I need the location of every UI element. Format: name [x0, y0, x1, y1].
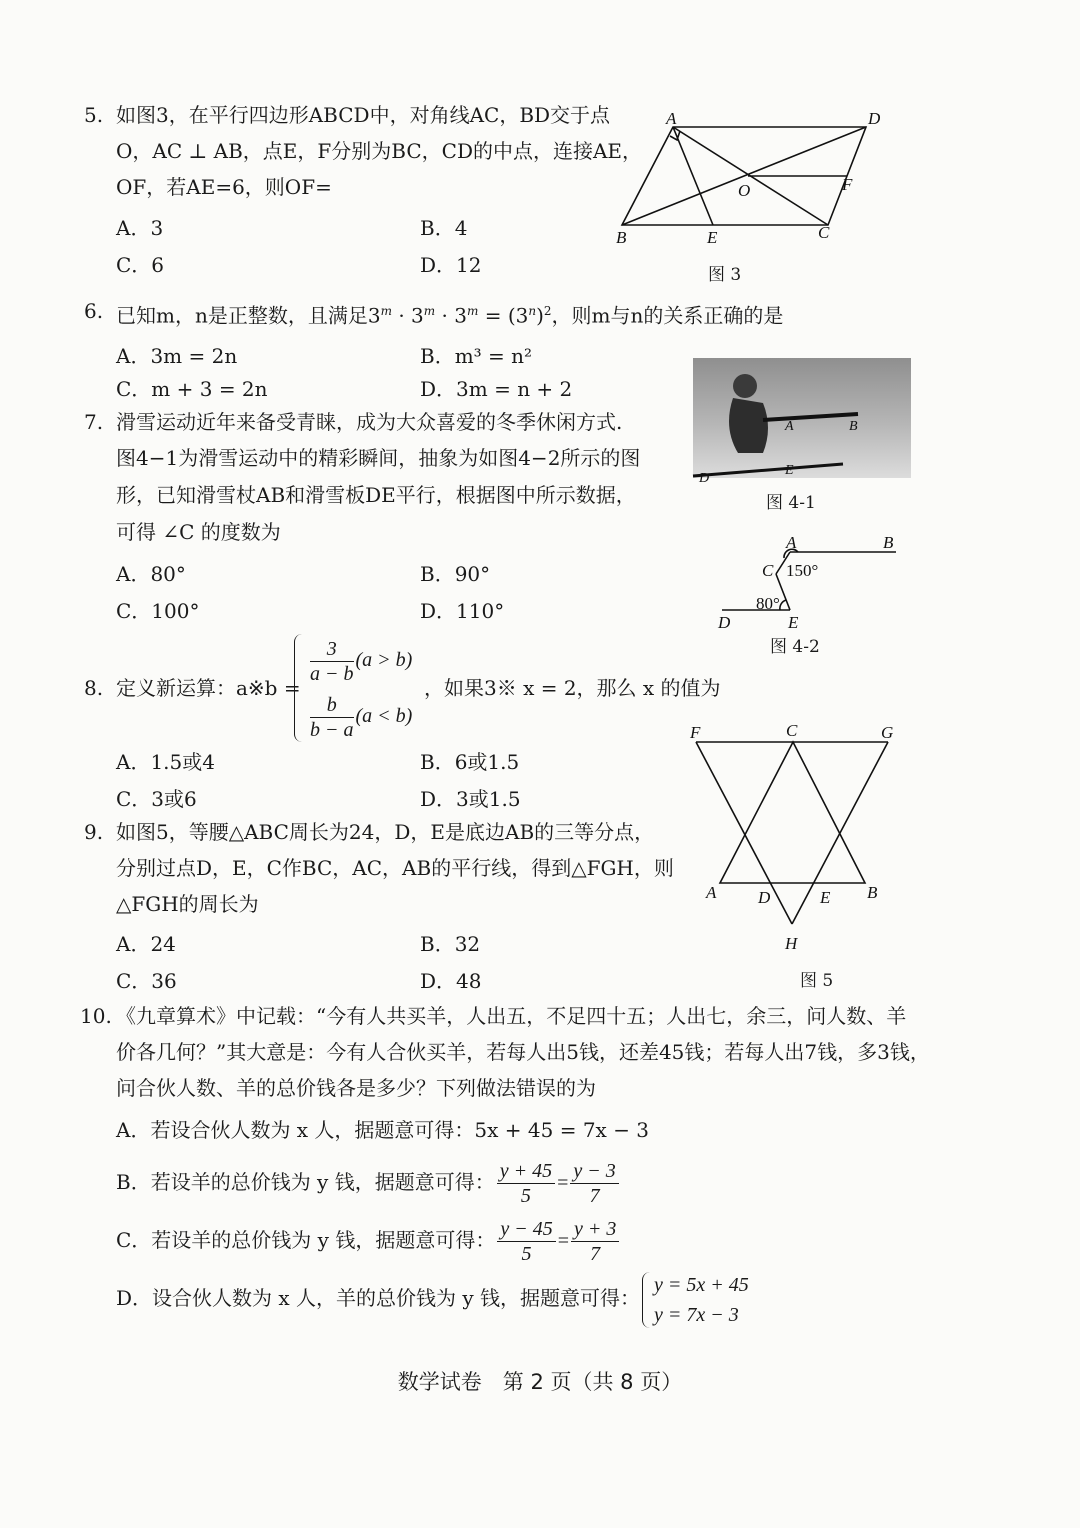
photo-label-a: A — [785, 419, 794, 434]
q8-option-b[interactable]: B．6或1.5 — [420, 750, 520, 774]
q6-option-d[interactable]: D．3m = n + 2 — [420, 377, 573, 401]
q5-line1: 如图3，在平行四边形ABCD中，对角线AC，BD交于点 — [116, 103, 611, 127]
q7-option-a[interactable]: A．80° — [116, 562, 186, 586]
q7-number: 7. — [84, 410, 104, 434]
q6-option-b[interactable]: B．m³ = n² — [420, 344, 533, 368]
figure-3-caption: 图 3 — [708, 265, 742, 285]
angle-label-150: 150° — [786, 561, 819, 580]
figure-5-star-diagram — [680, 716, 905, 961]
fig5-label-h: H — [785, 934, 798, 953]
q9-number: 9. — [84, 820, 104, 844]
fig42-label-d: D — [718, 613, 731, 632]
fig42-label-a: A — [786, 533, 797, 552]
q5-number: 5. — [84, 103, 104, 127]
q7-line1: 滑雪运动近年来备受青睐，成为大众喜爱的冬季休闲方式. — [116, 410, 623, 434]
angle-arc-80 — [780, 600, 786, 610]
label-c: C — [818, 223, 830, 242]
label-b: B — [616, 228, 627, 247]
q10-option-d[interactable]: D．设合伙人数为 x 人，羊的总价钱为 y 钱，据题意可得： y = 5x + 45 y = 7x − 3 — [116, 1268, 749, 1330]
q7-option-b[interactable]: B．90° — [420, 562, 491, 586]
skier-head — [733, 374, 757, 398]
label-e: E — [707, 228, 718, 247]
figure-4-2-caption: 图 4-2 — [770, 637, 820, 657]
q10-number: 10. — [80, 1004, 112, 1028]
q10-option-c[interactable]: C．若设羊的总价钱为 y 钱，据题意可得： $\frac{y - 45}{5}$ = $\frac{y + 3}{7}$ — [116, 1210, 621, 1271]
q6-option-c[interactable]: C．m + 3 = 2n — [116, 377, 268, 401]
fig5-label-e: E — [820, 888, 831, 907]
photo-label-e: E — [785, 463, 794, 478]
fig42-label-c: C — [762, 561, 774, 580]
q7-option-d[interactable]: D．110° — [420, 599, 505, 623]
q6-option-a[interactable]: A．3m = 2n — [116, 344, 238, 368]
q8-number: 8. — [84, 676, 104, 700]
figure-3-parallelogram — [600, 100, 900, 260]
q9-line2: 分别过点D，E，C作BC，AC，AB的平行线，得到△FGH，则 — [116, 856, 674, 880]
q8-tail: ，如果3※ x = 2，那么 x 的值为 — [424, 676, 721, 700]
q10-option-a[interactable]: A．若设合伙人数为 x 人，据题意可得：5x + 45 = 7x − 3 — [116, 1118, 650, 1142]
ski-pole — [763, 414, 858, 420]
label-d: D — [868, 109, 881, 128]
page-footer: 数学试卷 第 2 页（共 8 页） — [397, 1370, 683, 1394]
fig5-label-d: D — [758, 888, 771, 907]
triangle-abc — [720, 742, 865, 883]
q10-line3: 问合伙人数、羊的总价钱各是多少？下列做法错误的为 — [116, 1076, 596, 1100]
q7-line3: 形，已知滑雪杖AB和滑雪板DE平行，根据图中所示数据， — [116, 483, 636, 507]
q10-option-b[interactable]: B．若设羊的总价钱为 y 钱，据题意可得： $\frac{y + 45}{5}$ = $\frac{y - 3}{7}$ — [116, 1152, 621, 1213]
label-f: F — [842, 175, 853, 194]
q10-line1: 《九章算术》中记载：“今有人共买羊，人出五，不足四十五；人出七，余三，问人数、羊 — [116, 1004, 907, 1028]
q9-option-d[interactable]: D．48 — [420, 969, 482, 993]
q5-option-c[interactable]: C．6 — [116, 253, 165, 277]
angle-label-80: 80° — [756, 594, 780, 613]
q8-piecewise: $\frac{3}{a - b}$ (a > b) $\frac{b}{b - a}$ (a < b) — [292, 632, 412, 744]
q5-line2: O，AC ⊥ AB，点E，F分别为BC，CD的中点，连接AE， — [116, 139, 643, 163]
q6-number: 6. — [84, 299, 104, 323]
ski-board — [693, 464, 843, 476]
q8-option-c[interactable]: C．3或6 — [116, 787, 197, 811]
q5-option-d[interactable]: D．12 — [420, 253, 482, 277]
q9-option-c[interactable]: C．36 — [116, 969, 177, 993]
q7-option-c[interactable]: C．100° — [116, 599, 200, 623]
q9-line3: △FGH的周长为 — [116, 892, 259, 916]
fig5-label-b: B — [867, 883, 878, 902]
q9-line1: 如图5，等腰△ABC周长为24，D，E是底边AB的三等分点， — [116, 820, 655, 844]
figure-5-caption: 图 5 — [800, 971, 834, 991]
q5-option-a[interactable]: A．3 — [116, 216, 164, 240]
figure-4-1-caption: 图 4-1 — [766, 493, 816, 513]
q8-option-a[interactable]: A．1.5或4 — [116, 750, 215, 774]
segment-ae — [673, 127, 713, 225]
figure-4-1-skier-photo — [693, 358, 911, 486]
q9-option-b[interactable]: B．32 — [420, 932, 481, 956]
label-a: A — [666, 109, 677, 128]
label-o: O — [738, 181, 751, 200]
q5-option-b[interactable]: B．4 — [420, 216, 468, 240]
fig42-label-e: E — [788, 613, 799, 632]
q7-line2: 图4−1为滑雪运动中的精彩瞬间，抽象为如图4−2所示的图 — [116, 446, 641, 470]
q7-line4: 可得 ∠C 的度数为 — [116, 520, 281, 544]
fig42-label-b: B — [883, 533, 894, 552]
fig5-label-c: C — [786, 721, 798, 740]
fig5-label-a: A — [706, 883, 717, 902]
q6-stem: 已知m，n是正整数，且满足$3^m \cdot 3^m \cdot 3^m = (3^n)^2$，则m与n的关系正确的是 — [116, 303, 784, 328]
q5-line3: OF，若AE=6，则OF= — [116, 175, 332, 199]
photo-label-d: D — [699, 471, 710, 486]
q9-option-a[interactable]: A．24 — [116, 932, 176, 956]
figure-4-2-diagram — [700, 530, 910, 630]
q8-option-d[interactable]: D．3或1.5 — [420, 787, 521, 811]
fig5-label-f: F — [690, 723, 701, 742]
skier-body — [729, 398, 768, 453]
q10-line2: 价各几何？”其大意是：今有人合伙买羊，若每人出5钱，还差45钱；若每人出7钱，多3钱， — [116, 1040, 930, 1064]
q8-lead: 定义新运算：a※b = — [116, 676, 301, 700]
fig5-label-g: G — [881, 723, 894, 742]
photo-label-b: B — [849, 419, 858, 434]
